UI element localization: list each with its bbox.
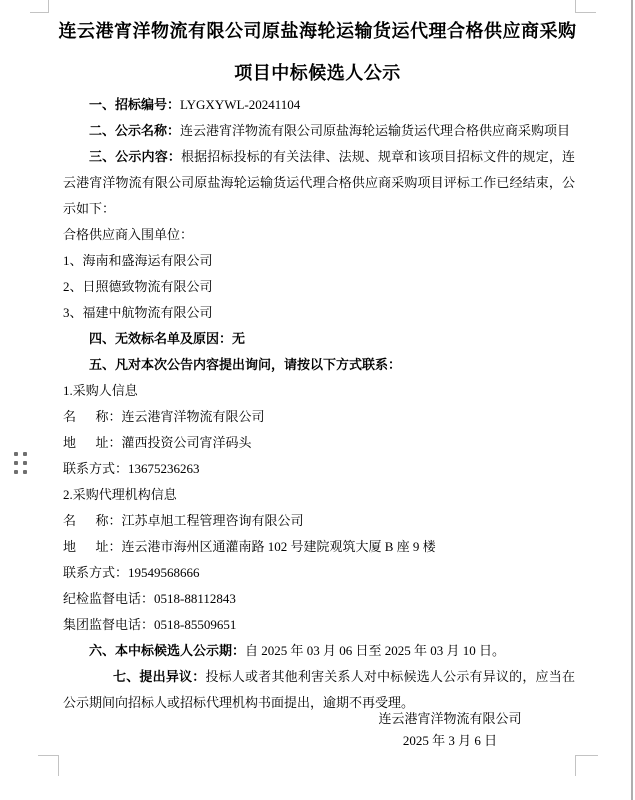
para-agency-heading: 2.采购代理机构信息: [63, 487, 177, 502]
publicity-period-value: 自 2025 年 03 月 06 日至 2025 年 03 月 10 日。: [245, 643, 506, 658]
objection-label: 七、提出异议：: [113, 669, 206, 684]
notice-content-label: 三、公示内容：: [89, 149, 181, 164]
para-supplier-1: 1、海南和盛海运有限公司: [63, 253, 213, 268]
para-purchaser-heading: 1.采购人信息: [63, 383, 138, 398]
para-discipline-phone: 纪检监督电话：0518-88112843: [63, 591, 236, 606]
para-purchaser-name: 名 称：连云港宵洋物流有限公司: [63, 409, 265, 424]
text-boundary-corner-bottom-right-icon: [575, 755, 598, 776]
signature-block: [330, 708, 570, 752]
para-agency-phone: 联系方式：19549568666: [63, 565, 200, 580]
objection-text: 投标人或者其他利害关系人对中标候选人公示有异议的，应当在公示期间向招标人或招标代理机构书面提出，逾期不再受理。: [63, 669, 575, 710]
title-line-1: 连云港宵洋物流有限公司原盐海轮运输货运代理合格供应商采购: [58, 21, 577, 41]
notice-name-label: 二、公示名称：: [89, 123, 181, 138]
para-purchaser-address: 地 址：灌西投资公司宵洋码头: [63, 435, 252, 450]
para-supplier-3: 3、福建中航物流有限公司: [63, 305, 213, 320]
para-supplier-2: 2、日照德致物流有限公司: [63, 279, 213, 294]
para-shortlist-heading: 合格供应商入围单位：: [63, 227, 194, 242]
signature-date: 2025 年 3 月 6 日: [402, 733, 498, 748]
bid-number-value: LYGXYWL-20241104: [180, 97, 301, 112]
para-purchaser-phone: 联系方式：13675236263: [63, 461, 200, 476]
page-right-edge-line: [631, 0, 633, 800]
text-boundary-corner-bottom-left-icon: [38, 755, 59, 776]
document-title: [0, 0, 635, 94]
para-invalid-bids: 四、无效标名单及原因：无: [89, 331, 246, 346]
notice-content-text: 根据招标投标的有关法律、法规、规章和该项目招标文件的规定，连云港宵洋物流有限公司原盐海轮运输货运代理合格供应商采购项目评标工作已经结束，公示如下：: [63, 149, 575, 216]
signature-company: 连云港宵洋物流有限公司: [378, 711, 522, 726]
para-notice-name: [63, 118, 575, 144]
document-body: [63, 92, 575, 716]
para-contact-heading: 五、凡对本次公告内容提出询问，请按以下方式联系：: [89, 357, 402, 372]
para-bid-number: [63, 92, 575, 118]
title-line-2: 项目中标候选人公示: [234, 63, 401, 83]
para-notice-content: [63, 144, 575, 222]
para-agency-name: 名 称：江苏卓旭工程管理咨询有限公司: [63, 513, 304, 528]
text-boundary-corner-top-left-icon: [30, 0, 49, 13]
text-boundary-corner-top-right-icon: [575, 0, 596, 13]
paragraph-drag-handle-icon[interactable]: [14, 452, 26, 478]
publicity-period-label: 六、本中标候选人公示期：: [89, 643, 246, 658]
bid-number-label: 一、招标编号：: [89, 97, 181, 112]
para-agency-address: 地 址：连云港市海州区通灌南路 102 号建院观筑大厦 B 座 9 楼: [63, 539, 436, 554]
para-publicity-period: [63, 638, 575, 664]
notice-name-value: 连云港宵洋物流有限公司原盐海轮运输货运代理合格供应商采购项目: [180, 123, 571, 138]
para-group-phone: 集团监督电话：0518-85509651: [63, 617, 237, 632]
